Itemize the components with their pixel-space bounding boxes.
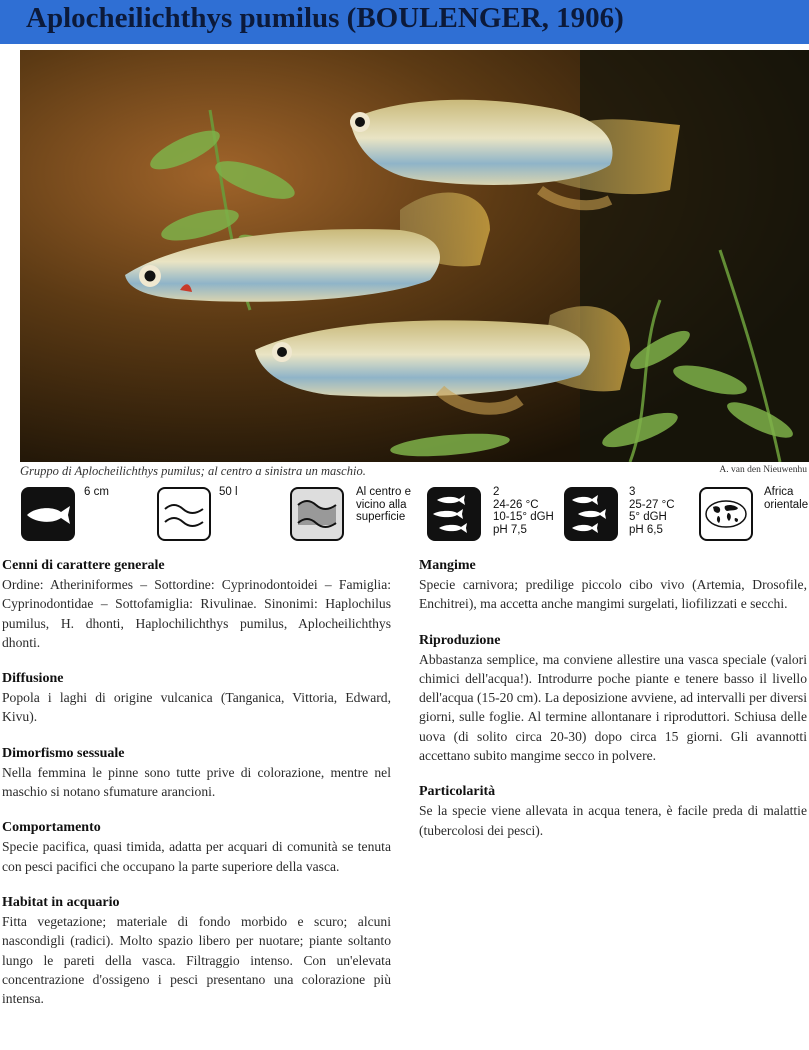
section-text: Nella femmina le pinne sono tutte prive di colorazione, mentre nel maschio si notano sfumature arancioni. xyxy=(2,764,391,800)
section-behaviour xyxy=(2,818,391,876)
section-text: Ordine: Atheriniformes – Sottordine: Cyprinodontoidei – Famiglia: Cyprinodontidae – Sottofamiglia: Rivulinae. Sinonimi: Haplochilus pumilus, H. dhonti, Haplochilichthys pumilus, Aplocheilichthys dhonti. xyxy=(2,577,391,650)
section-heading: Habitat in acquario xyxy=(2,894,120,910)
section-food xyxy=(419,556,807,614)
section-heading: Dimorfismo sessuale xyxy=(2,745,125,761)
left-column xyxy=(2,556,391,1016)
section-heading: Cenni di carattere generale xyxy=(2,558,165,573)
title-bar xyxy=(0,0,809,44)
section-text: Specie carnivora; predilige piccolo cibo vivo (Artemia, Drosofile, Enchitrei), ma accetta anche mangimi surgelati, liofilizzati e secchi. xyxy=(419,577,807,612)
section-heading: Mangime xyxy=(419,558,476,573)
fish-photo xyxy=(20,50,809,462)
fish-size-label: 6 cm xyxy=(84,486,109,498)
section-text: Abbastanza semplice, ma conviene allestire una vasca speciale (valori chimici dell'acqua!). Introdurre poche piante e tenere basso il livello dell'acqua (15-20 cm). La deposizione avviene, ad intervalli per diversi giorni, sulle foglie. Al termine allontanare i riproduttori. Schiusa delle uova (di solito circa 20-30) dopo circa 15 giorni. Gli avannotti accettano subito mangime secco in polvere. xyxy=(419,651,807,764)
section-heading: Comportamento xyxy=(2,820,101,836)
swim-zone-icon xyxy=(290,487,344,541)
fish-size-icon xyxy=(21,487,75,541)
section-heading: Particolarità xyxy=(419,784,496,800)
water-temperament-icon xyxy=(427,487,481,541)
section-habitat xyxy=(2,893,391,1008)
section-distribution xyxy=(2,669,391,727)
page-title: Aplocheilichthys pumilus (BOULENGER, 1906) xyxy=(26,2,624,34)
section-heading: Diffusione xyxy=(2,671,64,687)
section-dimorphism xyxy=(2,744,391,802)
region-label: Africa orientale xyxy=(764,486,809,511)
tank-volume-icon xyxy=(157,487,211,541)
water-breeding-icon xyxy=(564,487,618,541)
swim-zone-label: Al centro e vicino alla superficie xyxy=(356,486,411,523)
photo-credit: A. van den Nieuwenhu xyxy=(719,465,807,475)
tank-volume-label: 50 l xyxy=(219,486,238,498)
section-text: Se la specie viene allevata in acqua tenera, è facile preda di malattie (tubercolosi dei pesci). xyxy=(419,803,807,838)
water-params-2: 3 25-27 °C 5° dGH pH 6,5 xyxy=(629,486,675,536)
section-heading: Riproduzione xyxy=(419,632,501,648)
section-particulars xyxy=(419,782,807,840)
world-map-icon xyxy=(699,487,753,541)
section-text: Popola i laghi di origine vulcanica (Tanganica, Vittoria, Edward, Kivu). xyxy=(2,690,391,725)
water-params-1: 2 24-26 °C 10-15° dGH pH 7,5 xyxy=(493,486,554,536)
section-breeding xyxy=(419,631,807,766)
section-text: Fitta vegetazione; materiale di fondo morbido e scuro; alcuni nascondigli (radici). Molto spazio libero per nuotare; piante soltanto lungo le pareti della vasca. Filtraggio intenso. Con un'elevata concentrazione d'ossigeno i pesci presentano una colorazione più intensa. xyxy=(2,913,391,1007)
section-general xyxy=(2,556,391,652)
photo-caption: Gruppo di Aplocheilichthys pumilus; al centro a sinistra un maschio. xyxy=(20,464,366,478)
section-text: Specie pacifica, quasi timida, adatta per acquari di comunità se tenuta con pesci pacifici che occupano la parte superiore della vasca. xyxy=(2,839,391,874)
right-column xyxy=(419,556,807,848)
fish-photo-illustration xyxy=(20,50,809,462)
